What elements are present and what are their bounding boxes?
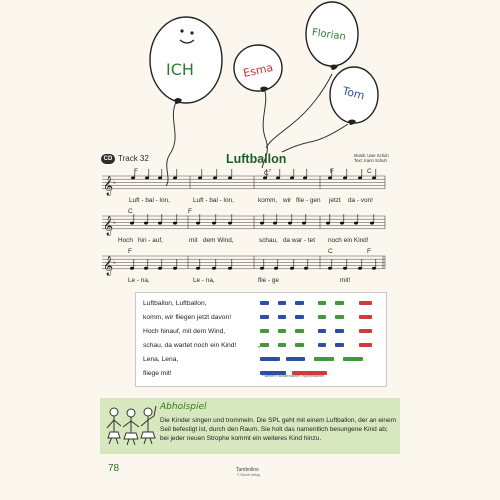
lyric-syllables: noch ein Kind! — [328, 237, 369, 244]
rhythm-row — [260, 343, 380, 347]
rhythm-block — [318, 301, 327, 305]
chord: C — [367, 168, 372, 175]
note-head — [358, 267, 362, 270]
children-illustration — [104, 402, 158, 452]
note-head — [144, 222, 148, 225]
lyric-syllables: flie - ge — [258, 277, 279, 284]
balloon-label-florian: Florian — [311, 27, 347, 43]
note-head — [228, 222, 232, 225]
note-head — [158, 177, 162, 180]
rhythm-block — [318, 343, 327, 347]
track-label: Track 32 — [118, 154, 149, 163]
lyrics-footnote: * weitere Kindernamen rhythmisieren — [262, 374, 325, 378]
note-head — [302, 222, 306, 225]
lyric-syllables: mit — [189, 237, 198, 244]
treble-clef: 𝄞 — [103, 255, 114, 275]
rhythm-block — [318, 315, 327, 319]
note-head — [358, 177, 362, 180]
lyric-syllables: komm, — [258, 197, 278, 204]
rhythm-block — [260, 301, 269, 305]
treble-clef: 𝄞 — [103, 175, 114, 195]
lyrics-line: Hoch hinauf, mit dem Wind, — [143, 328, 226, 335]
game-title: Abholspiel — [160, 402, 207, 412]
lyric-syllables: dem Wind, — [203, 237, 234, 244]
rhythm-block — [260, 329, 269, 333]
rhythm-block — [295, 315, 304, 319]
footnote-star: * — [258, 346, 260, 352]
rhythm-block — [335, 343, 344, 347]
note-head — [303, 177, 307, 180]
lyrics-line: schau, da wartet noch ein Kind! — [143, 342, 237, 349]
note-head — [340, 222, 344, 225]
lyric-syllables: Luft - bal - lon, — [129, 197, 170, 204]
note-head — [288, 222, 292, 225]
note-head — [212, 267, 216, 270]
rhythm-block — [295, 329, 304, 333]
note-head — [370, 222, 374, 225]
music-credit: Musik: Uwe Schuh — [354, 153, 389, 158]
rhythm-row — [260, 329, 380, 333]
rhythm-patterns — [135, 292, 387, 387]
lyric-syllables: mit! — [340, 277, 351, 284]
rhythm-block — [335, 315, 344, 319]
note-head — [173, 267, 177, 270]
note-head — [304, 267, 308, 270]
note-head — [343, 267, 347, 270]
note-head — [276, 177, 280, 180]
rhythm-block — [359, 315, 372, 319]
chord: F — [128, 248, 132, 255]
rhythm-block — [314, 357, 334, 361]
rhythm-block — [260, 315, 269, 319]
note-head — [196, 267, 200, 270]
lyrics-line: fliege mit! — [143, 370, 172, 377]
rhythm-block — [286, 357, 306, 361]
publisher-copyright: © Schott Verlag — [237, 473, 260, 477]
note-head — [260, 222, 264, 225]
rhythm-row — [260, 357, 380, 361]
staves — [102, 176, 385, 276]
rhythm-block — [278, 315, 287, 319]
note-head — [260, 267, 264, 270]
flat-sign: ♭ — [113, 259, 116, 266]
chord: C — [328, 248, 333, 255]
note-head — [290, 267, 294, 270]
rhythm-row — [260, 301, 380, 305]
note-head — [212, 222, 216, 225]
chord: F — [367, 248, 371, 255]
note-head — [131, 177, 135, 180]
flat-sign: ♭ — [113, 219, 116, 226]
rhythm-row — [260, 315, 380, 319]
note-head — [213, 177, 217, 180]
rhythm-block — [278, 301, 287, 305]
cd-track-icon: CD — [101, 154, 115, 164]
lyric-syllables: flie - gen — [296, 197, 321, 204]
note-head — [274, 267, 278, 270]
note-head — [273, 222, 277, 225]
rhythm-block — [278, 343, 287, 347]
note-head — [145, 177, 149, 180]
note-head — [130, 267, 134, 270]
note-head — [158, 222, 162, 225]
chord: F — [330, 168, 334, 175]
rhythm-block — [318, 329, 327, 333]
lyric-syllables: wir — [283, 197, 292, 204]
note-head — [158, 267, 162, 270]
note-head — [328, 177, 332, 180]
page-number: 78 — [108, 463, 120, 474]
rhythm-block — [295, 343, 304, 347]
chord: F — [188, 208, 192, 215]
note-head — [290, 177, 294, 180]
note-head — [144, 267, 148, 270]
balloon-label-ich: ICH — [166, 60, 194, 79]
rhythm-block — [359, 301, 372, 305]
lyric-syllables: Le - na, — [128, 277, 150, 284]
balloon-label-esma: Esma — [242, 60, 275, 80]
lyric-syllables: da - von! — [348, 197, 373, 204]
lyrics-line: Luftballon, Luftballon, — [143, 300, 207, 307]
note-head — [198, 177, 202, 180]
lyric-syllables: da war - tet — [283, 237, 315, 244]
note-head — [328, 267, 332, 270]
lyric-syllables: Luft - bal - lon, — [193, 197, 234, 204]
note-head — [354, 222, 358, 225]
lyrics-line: komm, wir fliegen jetzt davon! — [143, 314, 232, 321]
rhythm-block — [343, 357, 363, 361]
song-title: Luftballon — [226, 152, 287, 166]
lyric-syllables: hin - auf, — [138, 237, 163, 244]
note-head — [173, 177, 177, 180]
chord: F — [134, 168, 138, 175]
note-head — [228, 177, 232, 180]
rhythm-block — [359, 329, 372, 333]
flat-sign: ♭ — [113, 179, 116, 186]
rhythm-block — [260, 357, 280, 361]
rhythm-block — [359, 343, 372, 347]
publisher-logo: Tambolino — [236, 467, 259, 473]
rhythm-block — [278, 329, 287, 333]
note-head — [343, 177, 347, 180]
rhythm-block — [295, 301, 304, 305]
chord: $C^7$ — [264, 168, 272, 178]
treble-clef: 𝄞 — [103, 215, 114, 235]
rhythm-block — [260, 343, 269, 347]
lyric-syllables: Le - na, — [193, 277, 215, 284]
note-head — [173, 222, 177, 225]
lyrics-line: Lena, Lena, — [143, 356, 179, 363]
rhythm-block — [335, 301, 344, 305]
lyric-syllables: schau, — [259, 237, 278, 244]
note-head — [196, 222, 200, 225]
text-credit: Text: Karin Schuh — [354, 158, 387, 163]
chord: C — [128, 208, 133, 215]
rhythm-block — [335, 329, 344, 333]
game-description: Die Kinder singen und trommeln. Die SPL geht mit einem Luftballon, der an einem Seil befestigt ist, durch den Raum. Sie holt das namentlich besungene Kind ab; bei jeder neuen Strophe kommt ein weiteres Kind hinzu. — [160, 417, 397, 443]
note-head — [372, 267, 376, 270]
note-head — [326, 222, 330, 225]
balloon-label-tom: Tom — [341, 84, 366, 103]
lyric-syllables: jetzt — [329, 197, 341, 204]
note-head — [130, 222, 134, 225]
note-head — [372, 177, 376, 180]
lyric-syllables: Hoch — [118, 237, 133, 244]
note-head — [228, 267, 232, 270]
